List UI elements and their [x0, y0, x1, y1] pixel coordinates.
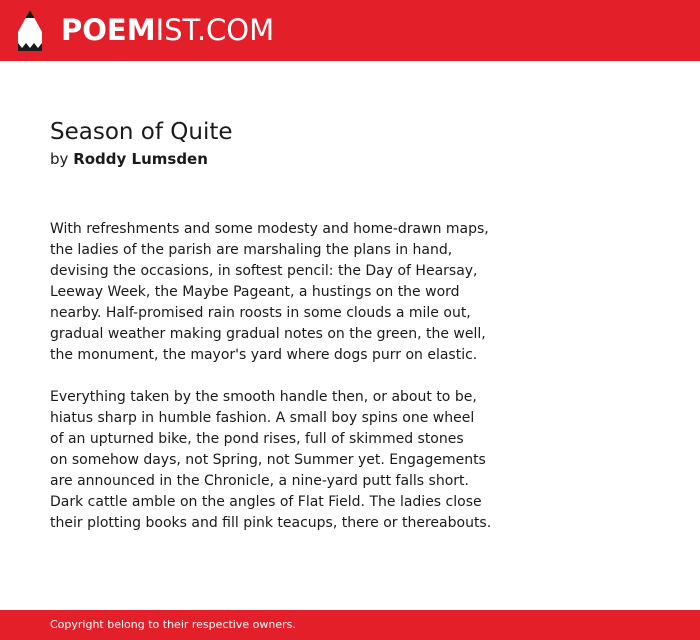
logo-bold-text: POEM: [61, 13, 156, 47]
poem-line: nearby. Half-promised rain roosts in some clouds a mile out,: [50, 305, 471, 321]
poem-line: With refreshments and some modesty and home-drawn maps,: [50, 221, 489, 237]
stanza: [50, 219, 670, 366]
pencil-icon: [18, 10, 42, 51]
copyright-notice: Copyright belong to their respective owners.: [50, 618, 296, 631]
site-logo[interactable]: [61, 12, 274, 48]
poem-line: their plotting books and fill pink teacups, there or thereabouts.: [50, 515, 492, 531]
poem-line: the monument, the mayor's yard where dogs purr on elastic.: [50, 347, 478, 363]
poem-line: devising the occasions, in softest pencil: the Day of Hearsay,: [50, 263, 478, 279]
poem-line: Everything taken by the smooth handle then, or about to be,: [50, 389, 477, 405]
poem-line: gradual weather making gradual notes on the green, the well,: [50, 326, 486, 342]
stanza: [50, 387, 670, 534]
logo-light-text: IST.COM: [155, 13, 275, 47]
poem-line: Leeway Week, the Maybe Pageant, a hustings on the word: [50, 284, 460, 300]
poem-line: Dark cattle amble on the angles of Flat Field. The ladies close: [50, 494, 482, 510]
poem-line: the ladies of the parish are marshaling the plans in hand,: [50, 242, 453, 258]
poem-line: are announced in the Chronicle, a nine-yard putt falls short.: [50, 473, 469, 489]
poem-body: [50, 219, 670, 555]
author-name: Roddy Lumsden: [73, 150, 208, 168]
site-header: [0, 0, 700, 61]
poem-title: Season of Quite: [50, 119, 233, 145]
poem-line: hiatus sharp in humble fashion. A small boy spins one wheel: [50, 410, 475, 426]
site-footer: [0, 610, 700, 640]
poem-line: on somehow days, not Spring, not Summer yet. Engagements: [50, 452, 486, 468]
byline-prefix: by: [50, 150, 69, 168]
poem-line: of an upturned bike, the pond rises, full of skimmed stones: [50, 431, 464, 447]
byline: [50, 148, 208, 170]
